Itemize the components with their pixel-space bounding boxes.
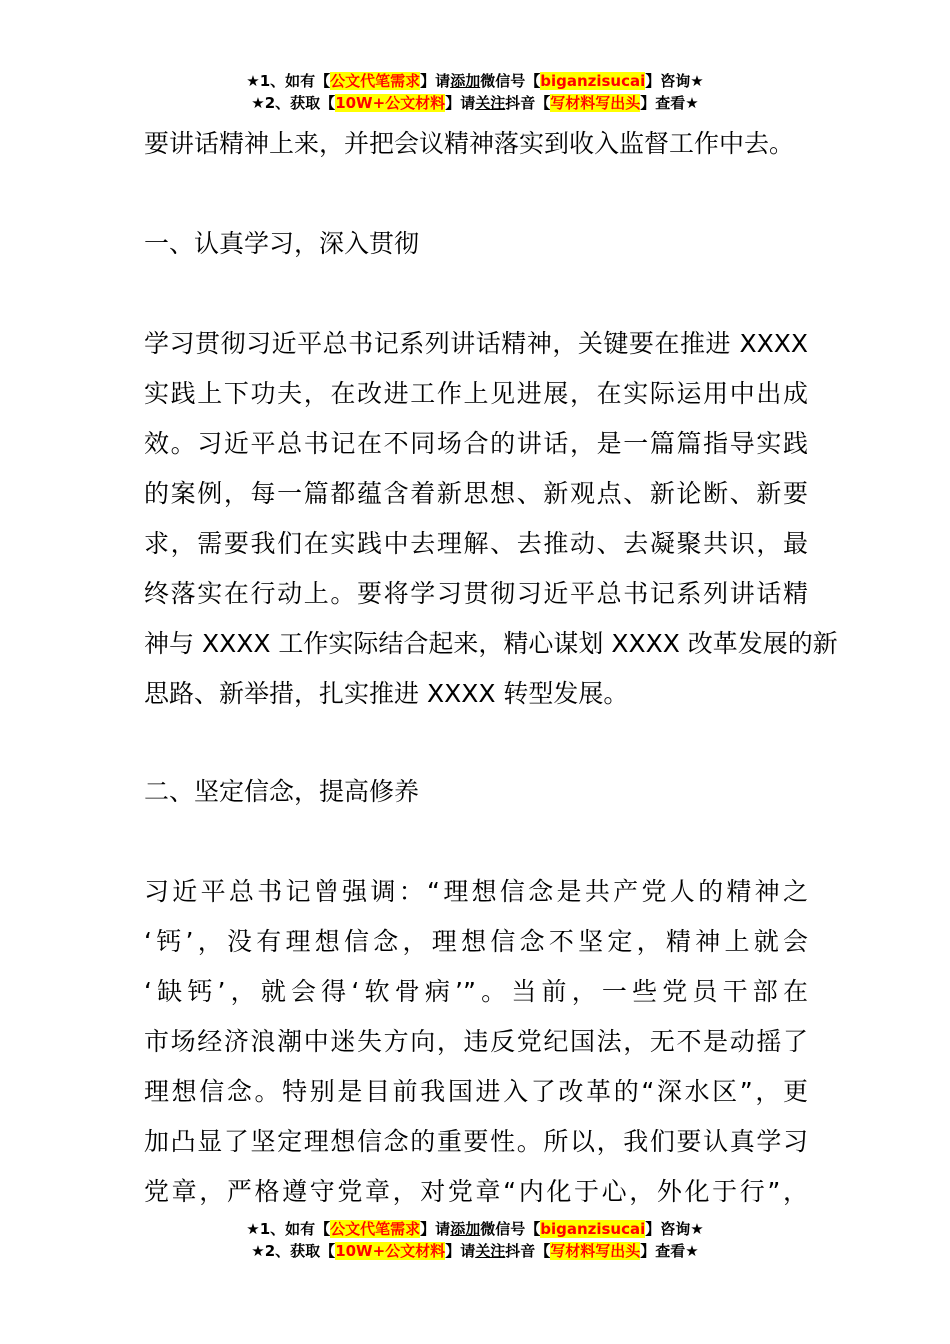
text-line: 思路、新举措，扎实推进 XXXX 转型发展。 — [144, 679, 629, 708]
text-line: 市场经济浪潮中迷失方向，违反党纪国法，无不是动摇了 — [144, 1027, 808, 1056]
paragraph-2 — [144, 867, 808, 1217]
banner-highlight: 公文代笔需求 — [330, 72, 421, 90]
banner-text: 】请 — [445, 1242, 476, 1260]
heading-text: 二、坚定信念，提高修养 — [144, 777, 420, 806]
banner-text: ★2、获取【 — [251, 94, 336, 112]
banner-text: 】请 — [445, 94, 476, 112]
paragraph-1 — [144, 319, 838, 719]
text-line: ‘缺钙’，就会得‘软骨病’”。当前，一些党员干部在 — [144, 977, 808, 1006]
banner-douyin-id: 写材料写出头 — [550, 1242, 641, 1260]
text-line: 神与 XXXX 工作实际结合起来，精心谋划 XXXX 改革发展的新 — [144, 629, 838, 658]
banner-text: 抖音【 — [505, 1242, 551, 1260]
banner-text: ★1、如有【 — [246, 72, 331, 90]
text-line: 终落实在行动上。要将学习贯彻习近平总书记系列讲话精 — [144, 579, 808, 608]
text-line: 的案例，每一篇都蕴含着新思想、新观点、新论断、新要 — [144, 479, 808, 508]
text-line: 习近平总书记曾强调：“理想信念是共产党人的精神之 — [144, 877, 808, 906]
banner-highlight: 10W+公文材料 — [335, 1242, 446, 1260]
banner-text: 】请 — [420, 72, 451, 90]
banner-wechat-id: biganzisucai — [540, 1220, 646, 1238]
banner-highlight: 10W+公文材料 — [335, 94, 446, 112]
banner-douyin-id: 写材料写出头 — [550, 94, 641, 112]
banner-highlight: 公文代笔需求 — [330, 1220, 421, 1238]
footer-banner — [0, 1218, 950, 1262]
banner-text: 】查看★ — [640, 94, 699, 112]
banner-text: 】查看★ — [640, 1242, 699, 1260]
banner-text: ★2、获取【 — [251, 1242, 336, 1260]
banner-underline: 关注 — [475, 94, 506, 112]
text-line: 理想信念。特别是目前我国进入了改革的“深水区”，更 — [144, 1077, 808, 1106]
text-line: 效。习近平总书记在不同场合的讲话，是一篇篇指导实践 — [144, 429, 808, 458]
section-heading-2 — [144, 767, 808, 817]
text-line: 实践上下功夫，在改进工作上见进展，在实际运用中出成 — [144, 379, 808, 408]
banner-text: 微信号【 — [480, 72, 541, 90]
header-banner — [0, 70, 950, 114]
banner-line-2 — [0, 92, 950, 114]
banner-text: 微信号【 — [480, 1220, 541, 1238]
banner-line-2 — [0, 1240, 950, 1262]
banner-line-1 — [0, 70, 950, 92]
text-line: 求，需要我们在实践中去理解、去推动、去凝聚共识，最 — [144, 529, 808, 558]
banner-text: 】咨询★ — [645, 1220, 704, 1238]
section-heading-1 — [144, 219, 808, 269]
banner-line-1 — [0, 1218, 950, 1240]
banner-text: ★1、如有【 — [246, 1220, 331, 1238]
text-line: 要讲话精神上来，并把会议精神落实到收入监督工作中去。 — [144, 129, 795, 158]
text-line: 党章，严格遵守党章，对党章“内化于心，外化于行”， — [144, 1177, 808, 1206]
text-line: 加凸显了坚定理想信念的重要性。所以，我们要认真学习 — [144, 1127, 808, 1156]
banner-underline: 关注 — [475, 1242, 506, 1260]
intro-paragraph — [144, 119, 808, 169]
banner-text: 抖音【 — [505, 94, 551, 112]
banner-text: 】咨询★ — [645, 72, 704, 90]
heading-text: 一、认真学习，深入贯彻 — [144, 229, 420, 258]
banner-wechat-id: biganzisucai — [540, 72, 646, 90]
banner-text: 】请 — [420, 1220, 451, 1238]
banner-underline: 添加 — [450, 1220, 481, 1238]
text-line: 学习贯彻习近平总书记系列讲话精神，关键要在推进 XXXX — [144, 329, 808, 358]
banner-underline: 添加 — [450, 72, 481, 90]
text-line: ‘钙’，没有理想信念，理想信念不坚定，精神上就会 — [144, 927, 808, 956]
